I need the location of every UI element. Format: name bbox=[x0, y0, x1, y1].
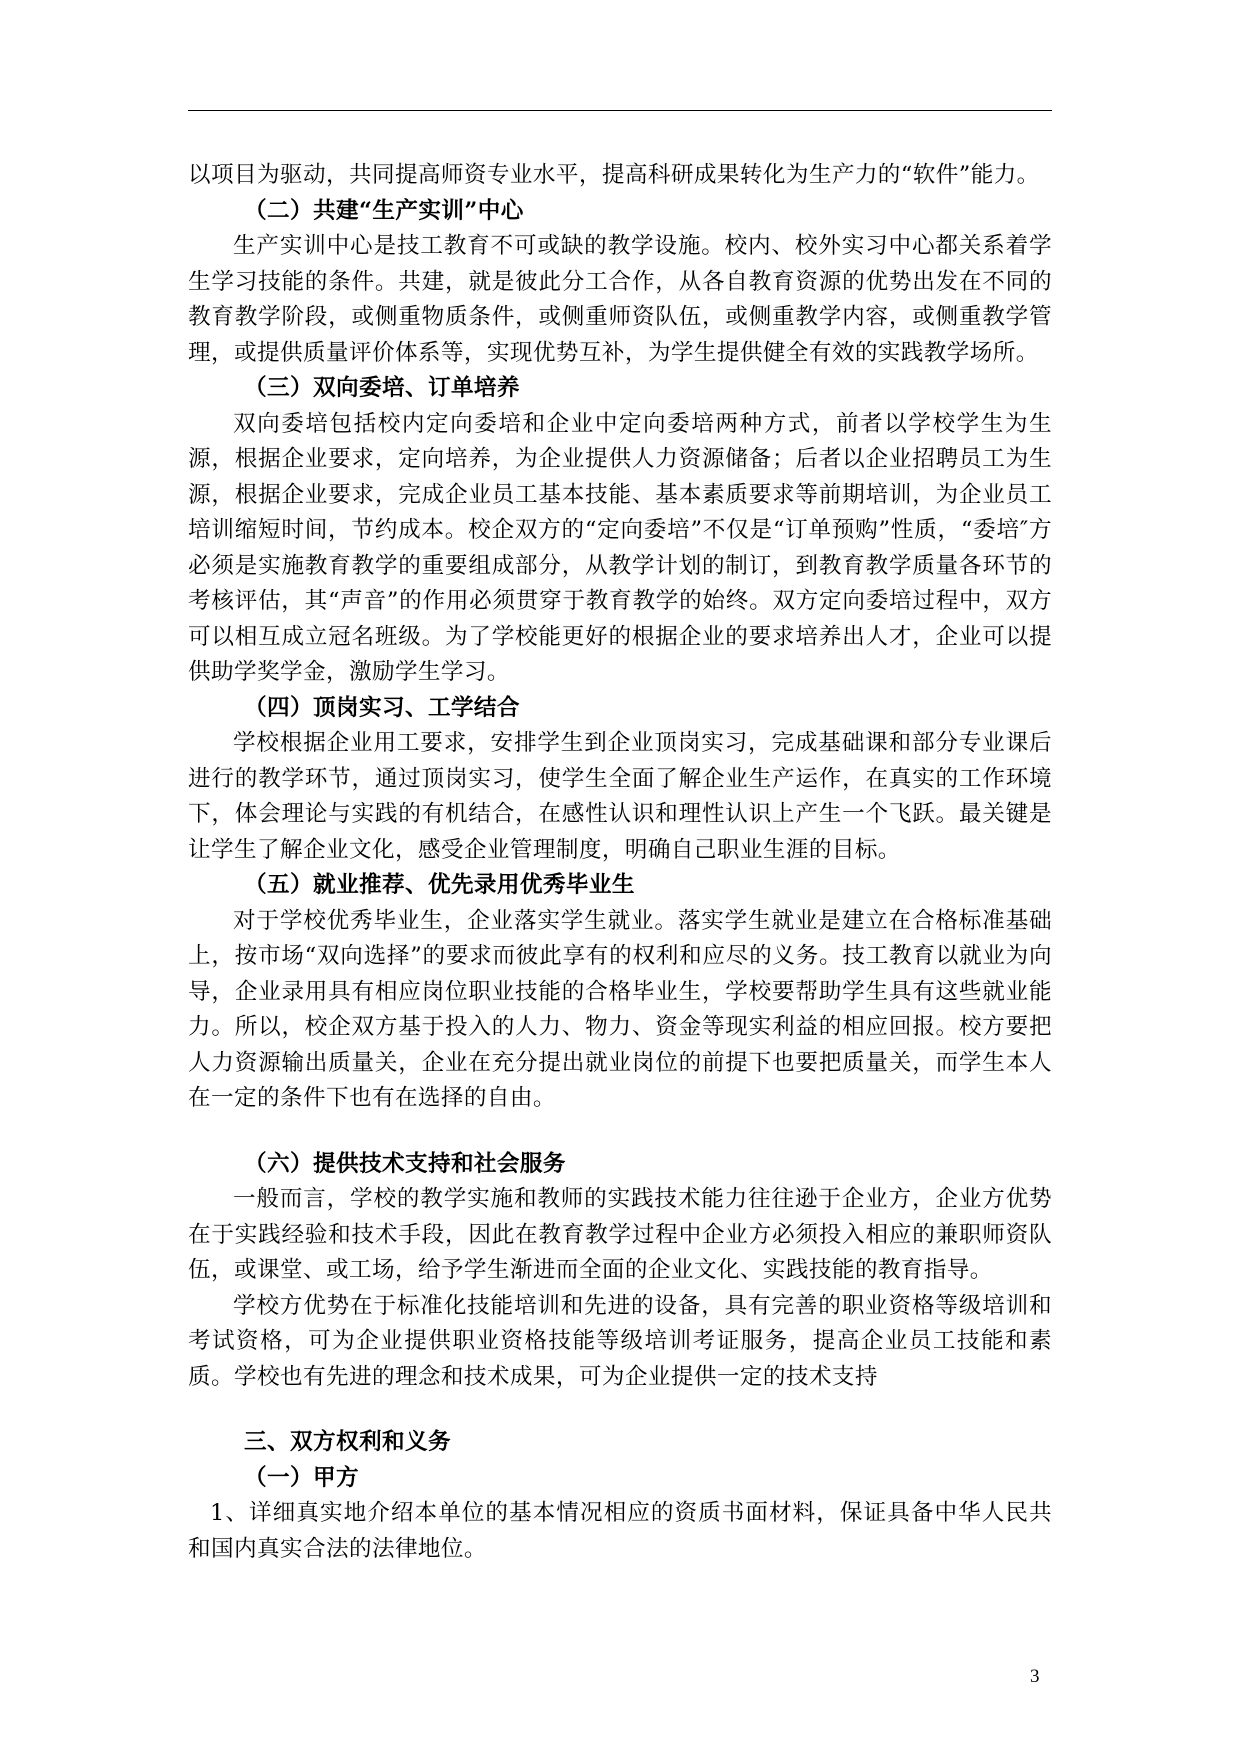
chapter-heading: 三、双方权利和义务 bbox=[244, 1429, 451, 1455]
paragraph: 学校方优势在于标准化技能培训和先进的设备，具有完善的职业资格等级培训和考试资格，可为企业提供职业资格技能等级培训考证服务，提高企业员工技能和素质。学校也有先进的理念和技术成果，可为企业提供一定的技术支持 bbox=[188, 1292, 1052, 1390]
section-heading: （一）甲方 bbox=[244, 1464, 359, 1491]
section-heading: （四）顶岗实习、工学结合 bbox=[244, 694, 520, 721]
blank-line bbox=[188, 1117, 1052, 1147]
paragraph: 1、详细真实地介绍本单位的基本情况相应的资质书面材料，保证具备中华人民共和国内真实合法的法律地位。 bbox=[188, 1500, 1052, 1562]
paragraph: 生产实训中心是技工教育不可或缺的教学设施。校内、校外实习中心都关系着学生学习技能的条件。共建，就是彼此分工合作，从各自教育资源的优势出发在不同的教育教学阶段，或侧重物质条件，或侧重师资队伍，或侧重教学内容，或侧重教学管理，或提供质量评价体系等，实现优势互补，为学生提供健全有效的实践教学场所。 bbox=[188, 233, 1052, 366]
paragraph: 学校根据企业用工要求，安排学生到企业顶岗实习，完成基础课和部分专业课后进行的教学环节，通过顶岗实习，使学生全面了解企业生产运作，在真实的工作环境下，体会理论与实践的有机结合，在感性认识和理性认识上产生一个飞跃。最关键是让学生了解企业文化，感受企业管理制度，明确自己职业生涯的目标。 bbox=[188, 730, 1052, 863]
page-number: 3 bbox=[1030, 1666, 1040, 1687]
section-heading: （五）就业推荐、优先录用优秀毕业生 bbox=[244, 872, 635, 898]
header-rule bbox=[188, 110, 1052, 111]
paragraph: 双向委培包括校内定向委培和企业中定向委培两种方式，前者以学校学生为生源，根据企业要求，定向培养，为企业提供人力资源储备；后者以企业招聘员工为生源，根据企业要求，完成企业员工基本技能、基本素质要求等前期培训，为企业员工培训缩短时间，节约成本。校企双方的“定向委培”不仅是“订单预购”性质，“委培″方必须是实施教育教学的重要组成部分，从教学计划的制订，到教育教学质量各环节的考核评估，其“声音”的作用必须贯穿于教育教学的始终。双方定向委培过程中，双方可以相互成立冠名班级。为了学校能更好的根据企业的要求培养出人才，企业可以提供助学奖学金，激励学生学习。 bbox=[188, 410, 1052, 685]
paragraph: 一般而言，学校的教学实施和教师的实践技术能力往往逊于企业方，企业方优势在于实践经验和技术手段，因此在教育教学过程中企业方必须投入相应的兼职师资队伍，或课堂、或工场，给予学生渐进而全面的企业文化、实践技能的教育指导。 bbox=[188, 1186, 1052, 1283]
document-body bbox=[188, 158, 1052, 1567]
section-heading: （三）双向委培、订单培养 bbox=[244, 375, 520, 401]
section-heading: （二）共建“生产实训”中心 bbox=[244, 197, 524, 224]
blank-line bbox=[188, 1395, 1052, 1425]
section-heading: （六）提供技术支持和社会服务 bbox=[244, 1150, 566, 1177]
paragraph: 以项目为驱动，共同提高师资专业水平，提高科研成果转化为生产力的“软件”能力。 bbox=[188, 162, 1040, 188]
paragraph: 对于学校优秀毕业生，企业落实学生就业。落实学生就业是建立在合格标准基础上，按市场“双向选择”的要求而彼此享有的权利和应尽的义务。技工教育以就业为向导，企业录用具有相应岗位职业技能的合格毕业生，学校要帮助学生具有这些就业能力。所以，校企双方基于投入的人力、物力、资金等现实利益的相应回报。校方要把人力资源输出质量关，企业在充分提出就业岗位的前提下也要把质量关，而学生本人在一定的条件下也有在选择的自由。 bbox=[188, 907, 1052, 1111]
